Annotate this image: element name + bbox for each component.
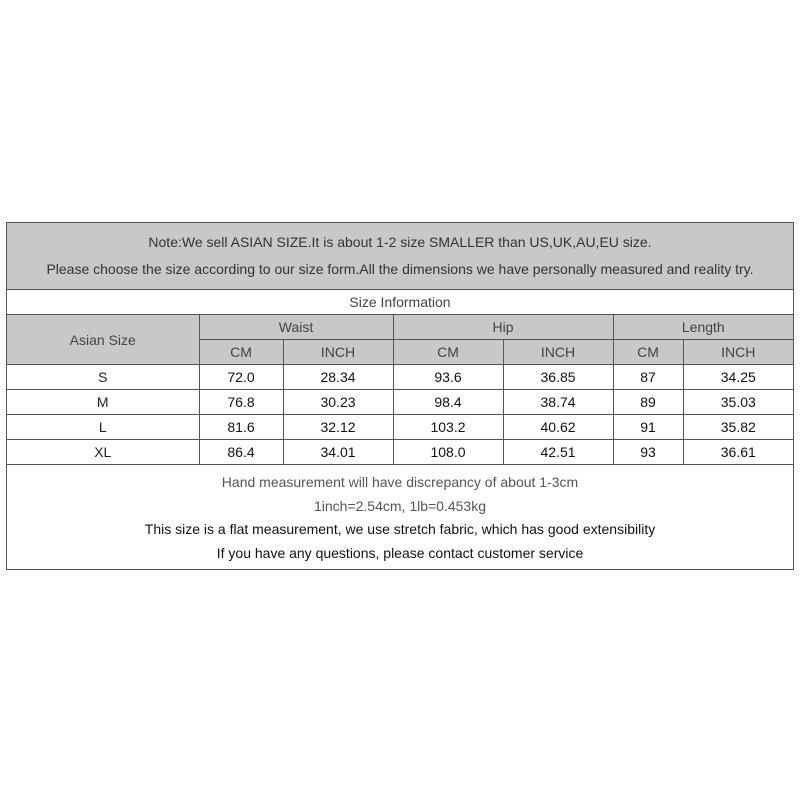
table-title: Size Information xyxy=(7,290,793,315)
table-row xyxy=(7,390,793,415)
header-waist-cm: CM xyxy=(199,340,283,365)
waist-cm-value: 86.4 xyxy=(199,440,283,465)
hip-cm-value: 93.6 xyxy=(393,365,503,390)
size-note xyxy=(7,223,793,290)
header-row-groups xyxy=(7,315,793,340)
header-length-inch: INCH xyxy=(683,340,793,365)
length-cm-value: 93 xyxy=(613,440,683,465)
table-row xyxy=(7,365,793,390)
size-chart xyxy=(6,222,794,570)
footer-line-2: 1inch=2.54cm, 1lb=0.453kg xyxy=(313,497,486,514)
table-row xyxy=(7,440,793,465)
hip-cm-value: 98.4 xyxy=(393,390,503,415)
header-length: Length xyxy=(613,315,793,340)
footer-line-1: Hand measurement will have discrepancy of about 1-3cm xyxy=(221,474,579,490)
footer-notes xyxy=(7,465,793,565)
size-label: S xyxy=(7,365,199,390)
waist-inch-value: 34.01 xyxy=(283,440,393,465)
table-row xyxy=(7,415,793,440)
waist-cm-value: 72.0 xyxy=(199,365,283,390)
hip-cm-value: 108.0 xyxy=(393,440,503,465)
footer-line-3: This size is a flat measurement, we use stretch fabric, which has good extensibility xyxy=(144,521,656,537)
note-line-2: Please choose the size according to our size form.All the dimensions we have personally measured and reality try. xyxy=(46,261,754,277)
size-label: XL xyxy=(7,440,199,465)
length-cm-value: 91 xyxy=(613,415,683,440)
header-hip-cm: CM xyxy=(393,340,503,365)
length-cm-value: 89 xyxy=(613,390,683,415)
length-inch-value: 35.82 xyxy=(683,415,793,440)
waist-inch-value: 30.23 xyxy=(283,390,393,415)
header-waist-inch: INCH xyxy=(283,340,393,365)
hip-inch-value: 40.62 xyxy=(503,415,613,440)
header-length-cm: CM xyxy=(613,340,683,365)
waist-cm-value: 81.6 xyxy=(199,415,283,440)
waist-cm-value: 76.8 xyxy=(199,390,283,415)
hip-inch-value: 42.51 xyxy=(503,440,613,465)
waist-inch-value: 28.34 xyxy=(283,365,393,390)
hip-inch-value: 38.74 xyxy=(503,390,613,415)
length-inch-value: 34.25 xyxy=(683,365,793,390)
waist-inch-value: 32.12 xyxy=(283,415,393,440)
header-hip: Hip xyxy=(393,315,613,340)
size-table xyxy=(7,315,793,465)
length-inch-value: 35.03 xyxy=(683,390,793,415)
size-label: L xyxy=(7,415,199,440)
size-label: M xyxy=(7,390,199,415)
hip-cm-value: 103.2 xyxy=(393,415,503,440)
length-inch-value: 36.61 xyxy=(683,440,793,465)
note-line-1: Note:We sell ASIAN SIZE.It is about 1-2 size SMALLER than US,UK,AU,EU size. xyxy=(148,234,652,250)
footer-line-4: If you have any questions, please contact customer service xyxy=(216,544,584,561)
hip-inch-value: 36.85 xyxy=(503,365,613,390)
header-hip-inch: INCH xyxy=(503,340,613,365)
header-waist: Waist xyxy=(199,315,393,340)
header-asian-size: Asian Size xyxy=(7,315,199,365)
length-cm-value: 87 xyxy=(613,365,683,390)
